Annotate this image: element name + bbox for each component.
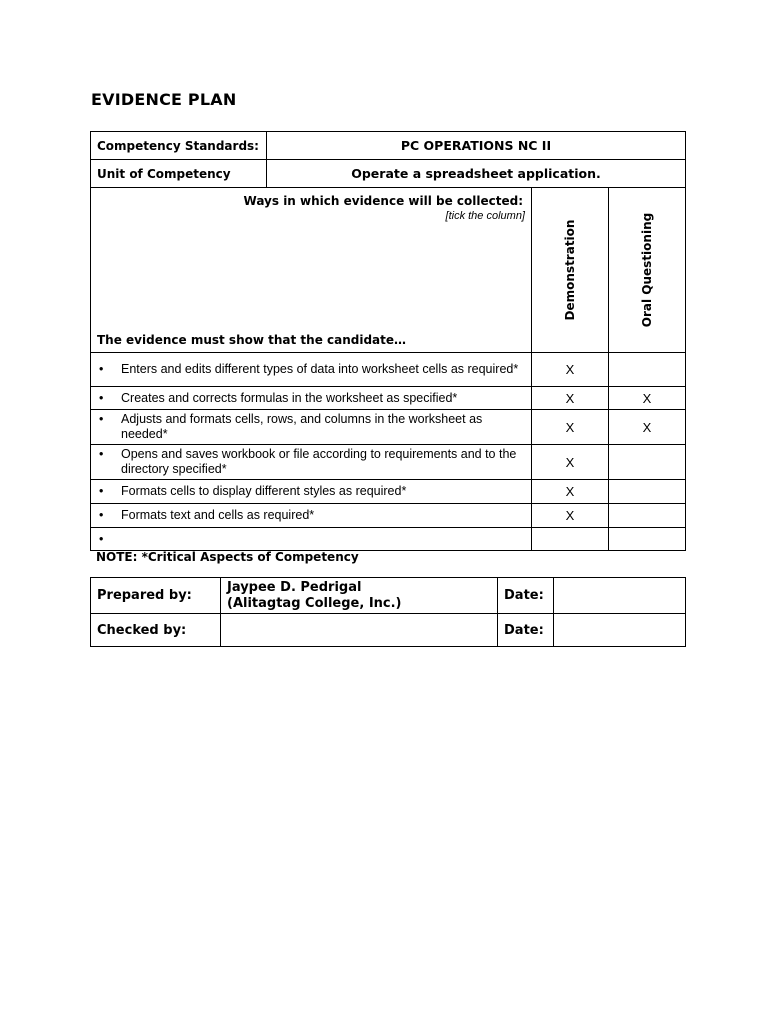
critical-aspects-note: NOTE: *Critical Aspects of Competency [96,550,359,564]
method-header-row [91,188,686,353]
ways-heading: Ways in which evidence will be collected: [243,194,523,208]
evidence-plan-table [90,131,686,551]
competency-standards-label: Competency Standards: [91,132,267,160]
criterion-text: Formats text and cells as required* [121,508,315,522]
prepared-date-value [554,578,686,614]
criterion-text: Opens and saves workbook or file according to requirements and to the directory specified* [121,447,517,476]
oral-mark: X [609,387,686,410]
oral-questioning-label: Oral Questioning [640,212,654,328]
prepared-date-label: Date: [498,578,554,614]
oral-mark: X [609,410,686,445]
checked-date-value [554,614,686,647]
unit-of-competency-row [91,160,686,188]
criterion-row [91,353,686,387]
bullet-icon: • [99,412,104,426]
criterion-text: Formats cells to display different styles as required* [121,484,407,498]
page-title: EVIDENCE PLAN [91,90,237,109]
oral-mark [609,528,686,551]
demonstration-mark [532,528,609,551]
competency-standards-value: PC OPERATIONS NC II [267,132,686,160]
demonstration-mark: X [532,387,609,410]
tick-note: [tick the column] [445,210,525,222]
demonstration-column-header [532,188,609,353]
criterion-text: Adjusts and formats cells, rows, and columns in the worksheet as needed* [121,412,483,441]
criterion-row [91,410,686,445]
bullet-icon: • [99,447,104,461]
prepared-by-label: Prepared by: [91,578,221,614]
candidate-heading: The evidence must show that the candidate… [97,333,407,347]
bullet-icon: • [99,508,104,522]
criterion-row [91,387,686,410]
criterion-row-empty [91,528,686,551]
unit-of-competency-label: Unit of Competency [91,160,267,188]
unit-of-competency-value: Operate a spreadsheet application. [267,160,686,188]
bullet-icon: • [99,484,104,498]
criterion-text: Creates and corrects formulas in the worksheet as specified* [121,390,458,405]
demonstration-mark: X [532,353,609,387]
criterion-text: Enters and edits different types of data into worksheet cells as required* [121,362,519,376]
prepared-by-value [221,578,498,614]
oral-questioning-column-header [609,188,686,353]
preparer-organization: (Alitagtag College, Inc.) [227,596,402,611]
checked-row [91,614,686,647]
criterion-row [91,480,686,504]
demonstration-mark: X [532,480,609,504]
bullet-icon: • [99,531,104,546]
bullet-icon: • [99,362,104,376]
criterion-row [91,445,686,480]
signature-table [90,577,686,647]
preparer-name: Jaypee D. Pedrigal [227,580,362,595]
prepared-row [91,578,686,614]
competency-standards-row [91,132,686,160]
demonstration-mark: X [532,504,609,528]
oral-mark [609,445,686,480]
demonstration-mark: X [532,445,609,480]
oral-mark [609,480,686,504]
criterion-row [91,504,686,528]
checked-by-value [221,614,498,647]
demonstration-mark: X [532,410,609,445]
oral-mark [609,504,686,528]
checked-by-label: Checked by: [91,614,221,647]
demonstration-label: Demonstration [563,219,577,321]
ways-header-cell [91,188,532,353]
checked-date-label: Date: [498,614,554,647]
bullet-icon: • [99,390,104,405]
oral-mark [609,353,686,387]
